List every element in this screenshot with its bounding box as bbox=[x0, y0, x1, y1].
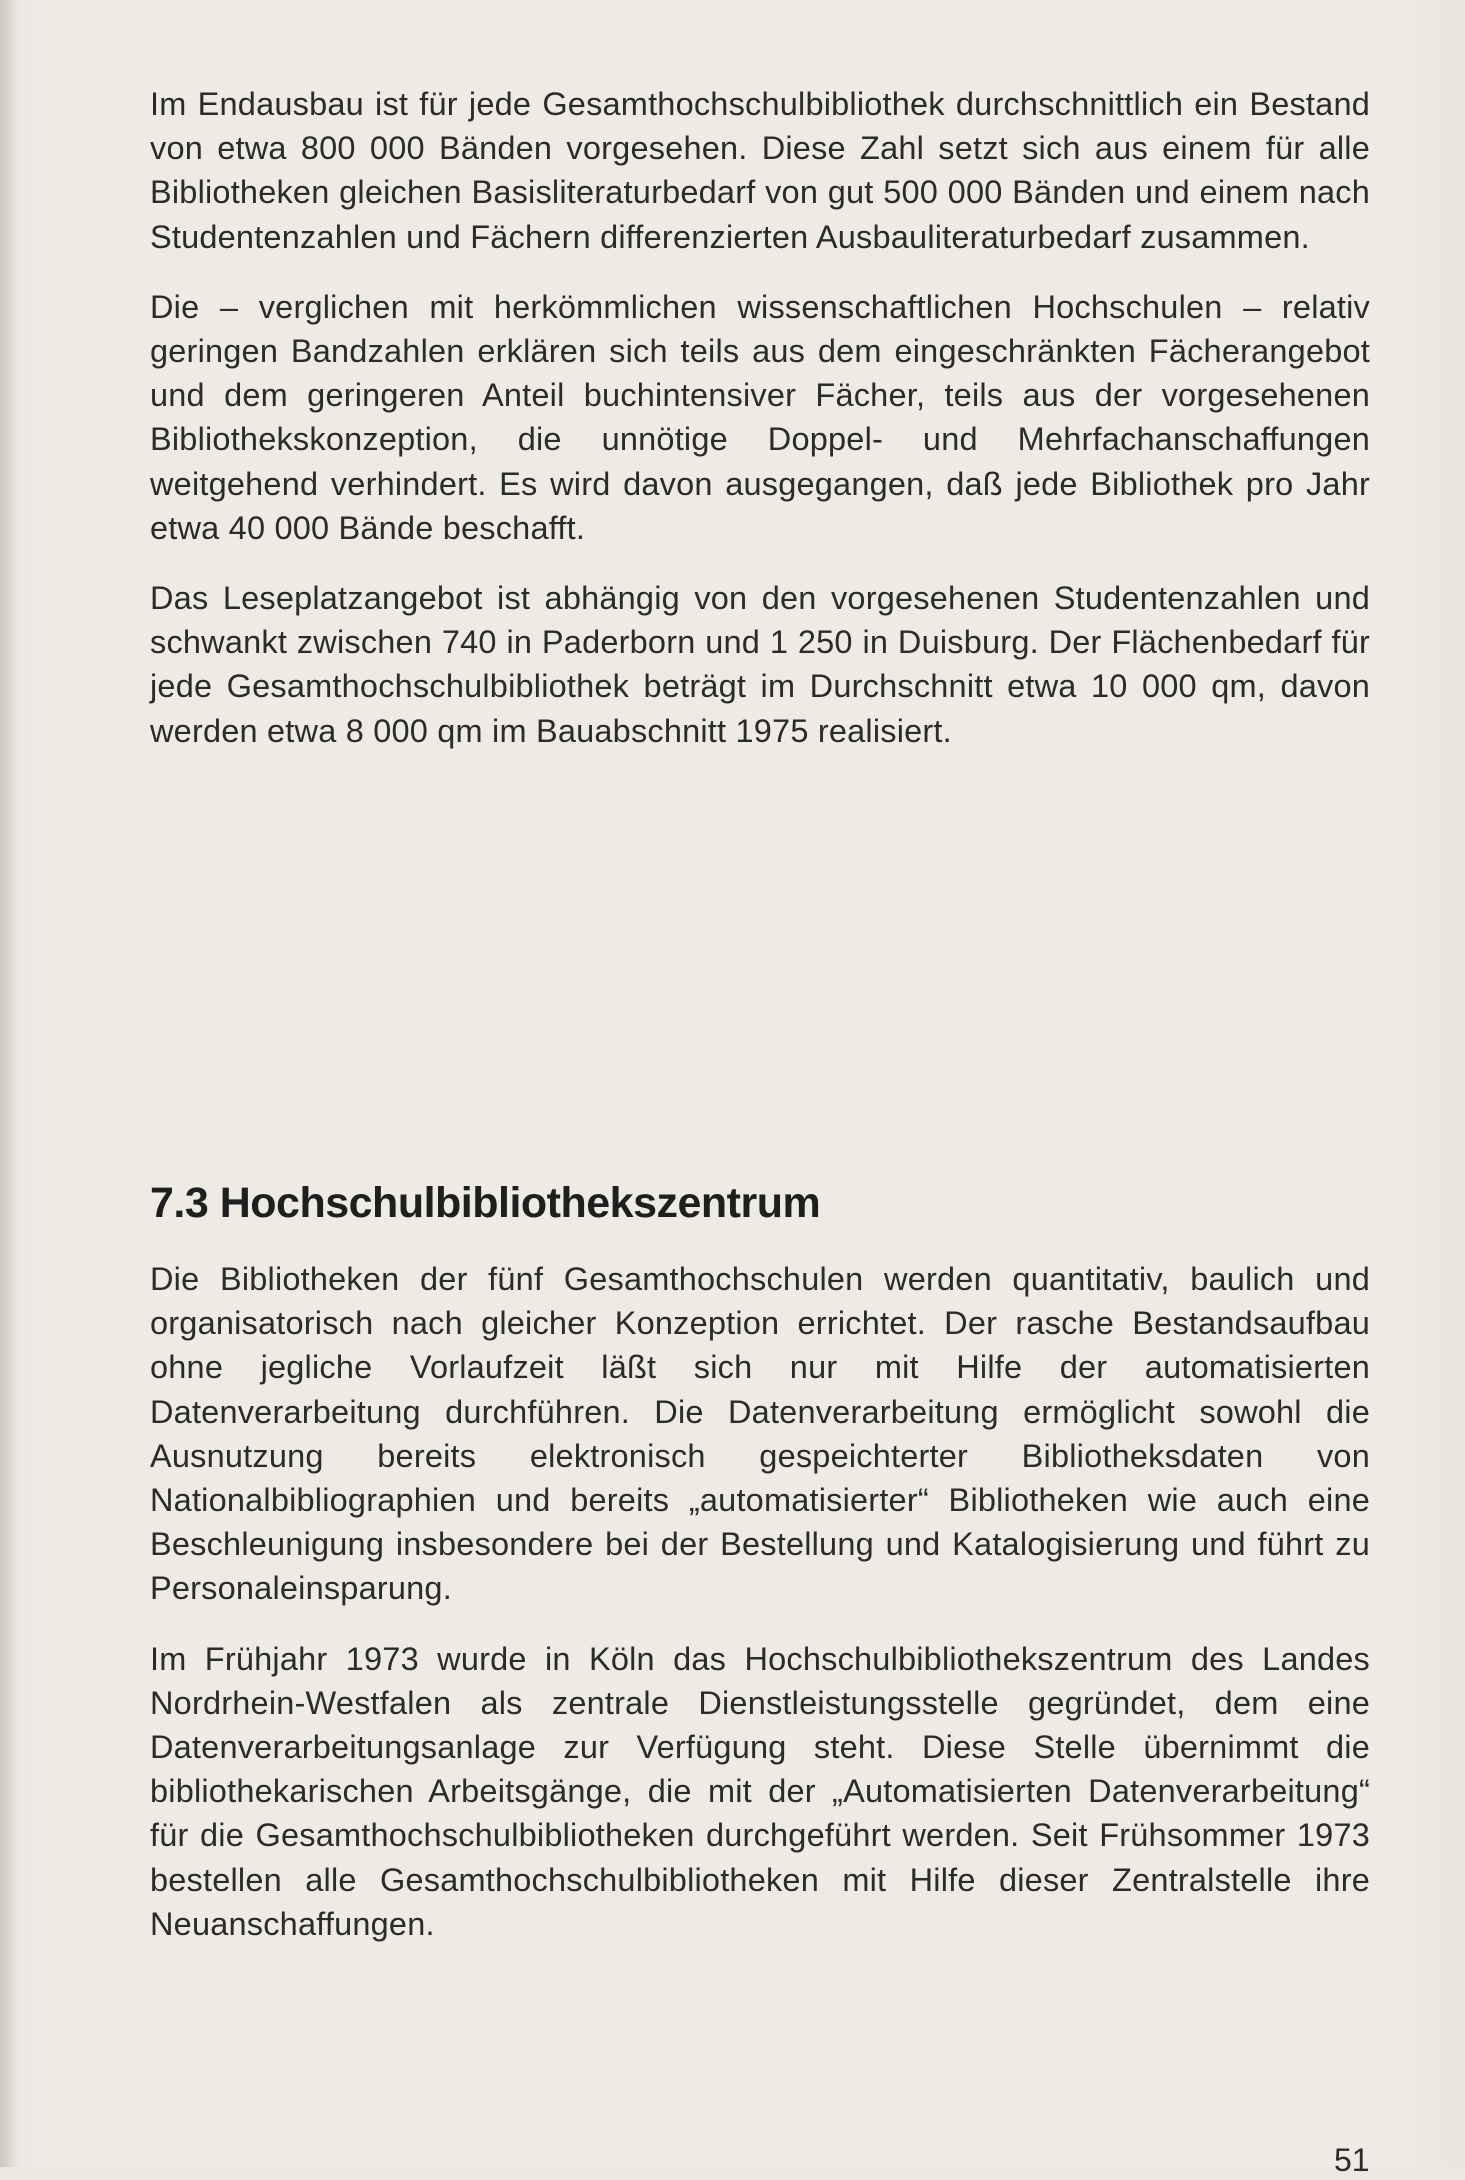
paragraph-leseplatzangebot: Das Leseplatzangebot ist abhängig von den vorgesehenen Studentenzahlen und schwankt zwischen 740 in Paderborn und 1 250 in Duisburg. Der Flächenbedarf für jede Gesamthochschulbibliothek beträgt im Durchschnitt etwa 10 000 qm, davon werden etwa 8 000 qm im Bauabschnitt 1975 realisiert. bbox=[150, 580, 1370, 749]
paragraph-bibliotheken: Die Bibliotheken der fünf Gesamthochschulen werden quantitativ, baulich und organisatorisch nach gleicher Konzeption errichtet. Der rasche Bestandsaufbau ohne jegliche Vorlaufzeit läßt sich nur mit Hilfe der automatisierten Datenverarbeitung durchführen. Die Datenverarbeitung ermöglicht sowohl die Ausnutzung bereits elektronisch gespeichterter Bibliotheksdaten von Nationalbibliographien und bereits „automatisierter“ Bibliotheken wie auch eine Beschleunigung insbesondere bei der Bestellung und Katalogisierung und führt zu Personaleinsparung. bbox=[150, 1261, 1370, 1607]
page-number: 51 bbox=[1334, 2142, 1370, 2178]
top-text-column bbox=[150, 82, 1370, 753]
paragraph-endausbau: Im Endausbau ist für jede Gesamthochschulbibliothek durchschnittlich ein Bestand von etwa 800 000 Bänden vorgesehen. Diese Zahl setzt sich aus einem für alle Bibliotheken gleichen Basisliteraturbedarf von gut 500 000 Bänden und einem nach Studentenzahlen und Fächern differenzierten Ausbauliteraturbedarf zusammen. bbox=[150, 86, 1370, 255]
paragraph-fruehjahr-1973: Im Frühjahr 1973 wurde in Köln das Hochschulbibliothekszentrum des Landes Nordrhein-Westfalen als zentrale Dienstleistungsstelle gegründet, dem eine Datenverarbeitungsanlage zur Verfügung steht. Diese Stelle übernimmt die bibliothekarischen Arbeitsgänge, die mit der „Automatisierten Datenverarbeitung“ für die Gesamthochschulbibliotheken durchgeführt werden. Seit Frühsommer 1973 bestellen alle Gesamthochschulbibliotheken mit Hilfe dieser Zentralstelle ihre Neuanschaffungen. bbox=[150, 1640, 1370, 1942]
section-heading: 7.3 Hochschulbibliothekszentrum bbox=[150, 1179, 821, 1227]
paragraph-bandzahlen: Die – verglichen mit herkömmlichen wissenschaftlichen Hochschulen – relativ geringen Bandzahlen erklären sich teils aus dem eingeschränkten Fächerangebot und dem geringeren Anteil buchintensiver Fächer, teils aus der vorgesehenen Bibliothekskonzeption, die unnötige Doppel- und Mehrfachanschaffungen weitgehend verhindert. Es wird davon ausgegangen, daß jede Bibliothek pro Jahr etwa 40 000 Bände beschafft. bbox=[150, 288, 1370, 546]
page-edge-shadow bbox=[0, 0, 18, 2167]
section-text-column bbox=[150, 1257, 1370, 1946]
